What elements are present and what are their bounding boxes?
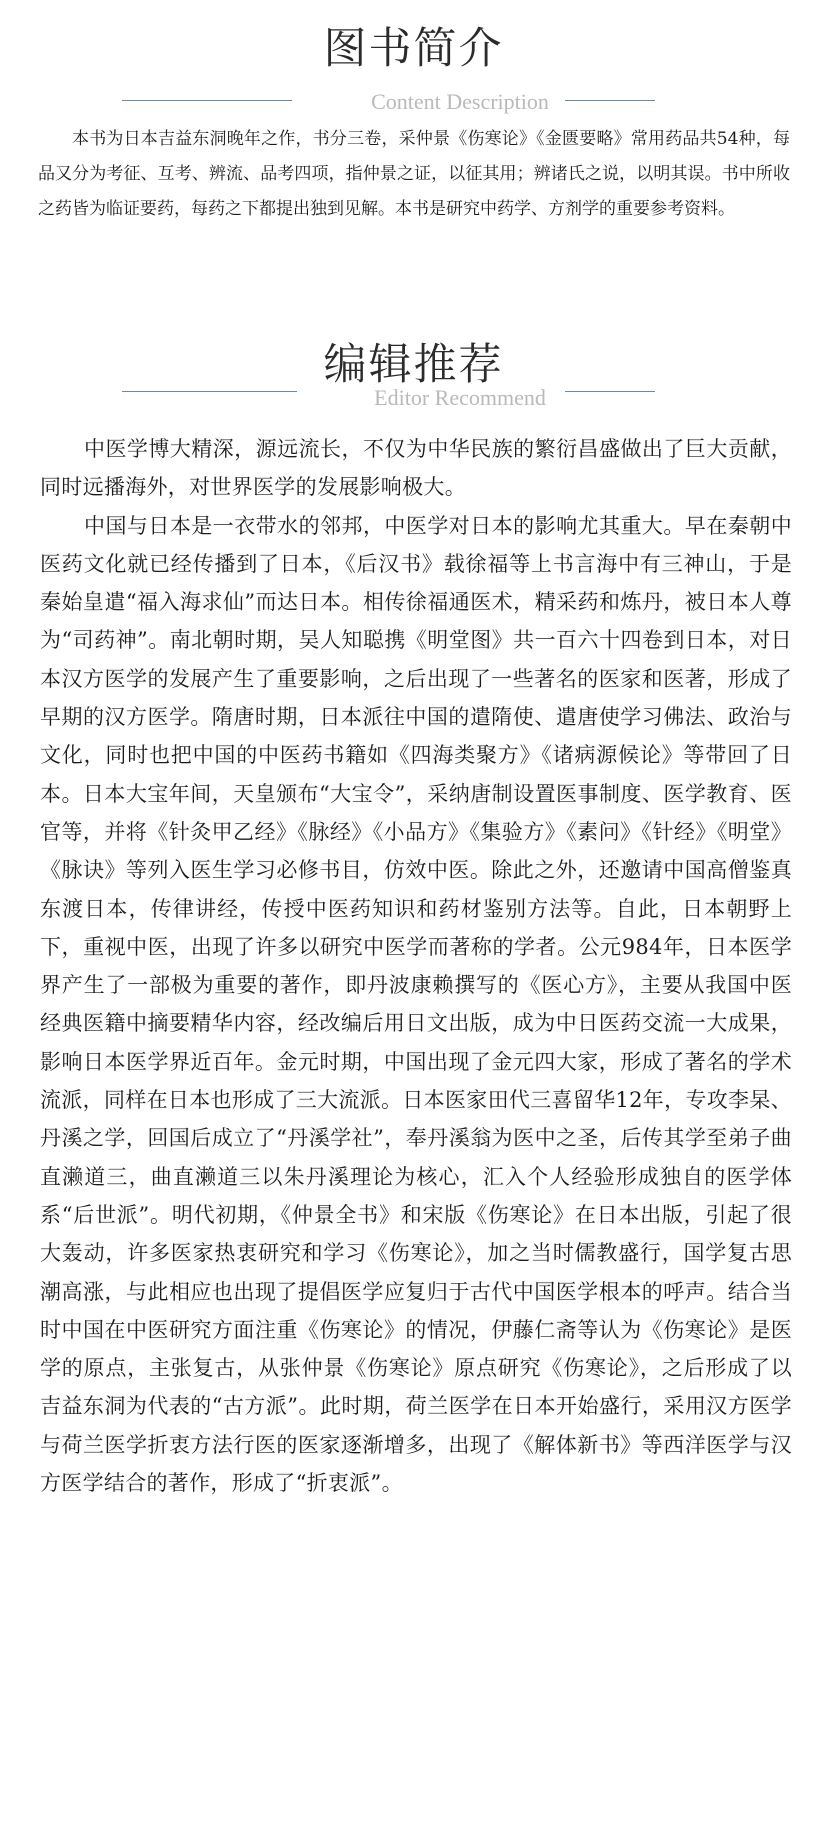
recommend-paragraph: 中国与日本是一衣带水的邻邦，中医学对日本的影响尤其重大。早在秦朝中医药文化就已经传播到了日本，《后汉书》载徐福等上书言海中有三神山，于是秦始皇遣“福入海求仙”而达日本。相传徐福通医术，精采药和炼丹，被日本人尊为“司药神”。南北朝时期，吴人知聪携《明堂图》共一百六十四卷到日本，对日本汉方医学的发展产生了重要影响，之后出现了一些著名的医家和医著，形成了早期的汉方医学。隋唐时期，日本派往中国的遣隋使、遣唐使学习佛法、政治与文化，同时也把中国的中医药书籍如《四海类聚方》《诸病源候论》等带回了日本。日本大宝年间，天皇颁布“大宝令”，采纳唐制设置医事制度、医学教育、医官等，并将《针灸甲乙经》《脉经》《小品方》《集验方》《素问》《针经》《明堂》《脉诀》等列入医生学习必修书目，仿效中医。除此之外，还邀请中国高僧鉴真东渡日本，传律讲经，传授中医药知识和药材鉴别方法等。自此，日本朝野上下，重视中医，出现了许多以研究中医学而著称的学者。公元984年，日本医学界产生了一部极为重要的著作，即丹波康赖撰写的《医心方》，主要从我国中医经典医籍中摘要精华内容，经改编后用日文出版，成为中日医药交流一大成果，影响日本医学界近百年。金元时期，中国出现了金元四大家，形成了著名的学术流派，同样在日本也形成了三大流派。日本医家田代三喜留华12年，专攻李杲、丹溪之学，回国后成立了“丹溪学社”，奉丹溪翁为医中之圣，后传其学至弟子曲直濑道三，曲直濑道三以朱丹溪理论为核心，汇入个人经验形成独自的医学体系“后世派”。明代初期，《仲景全书》和宋版《伤寒论》在日本出版，引起了很大轰动，许多医家热衷研究和学习《伤寒论》，加之当时儒教盛行，国学复古思潮高涨，与此相应也出现了提倡医学应复归于古代中国医学根本的呼声。结合当时中国在中医研究方面注重《伤寒论》的情况，伊藤仁斋等认为《伤寒论》是医学的原点，主张复古，从张仲景《伤寒论》原点研究《伤寒论》，之后形成了以吉益东洞为代表的“古方派”。此时期，荷兰医学在日本开始盛行，采用汉方医学与荷兰医学折衷方法行医的医家逐渐增多，出现了《解体新书》等西洋医学与汉方医学结合的著作，形成了“折衷派”。 [40, 513, 792, 1496]
recommend-paragraph: 中医学博大精深，源远流长，不仅为中华民族的繁衍昌盛做出了巨大贡献，同时远播海外，对世界医学的发展影响极大。 [40, 437, 792, 500]
section-title: 图书简介 [323, 24, 504, 74]
content-description-header [0, 22, 827, 114]
section-subtitle: Content Description [371, 89, 549, 114]
section-title: 编辑推荐 [323, 340, 504, 390]
description-text: 本书为日本吉益东洞晚年之作，书分三卷，采仲景《伤寒论》《金匮要略》常用药品共54种，每品又分为考征、互考、辨流、品考四项，指仲景之证，以征其用；辨诸氏之说，以明其误。书中所收之药皆为临证要药，每药之下都提出独到见解。本书是研究中药学、方剂学的重要参考资料。 [38, 129, 790, 219]
editor-recommend-header [0, 333, 827, 413]
section-subtitle: Editor Recommend [374, 385, 546, 410]
recommend-body [40, 430, 792, 1502]
